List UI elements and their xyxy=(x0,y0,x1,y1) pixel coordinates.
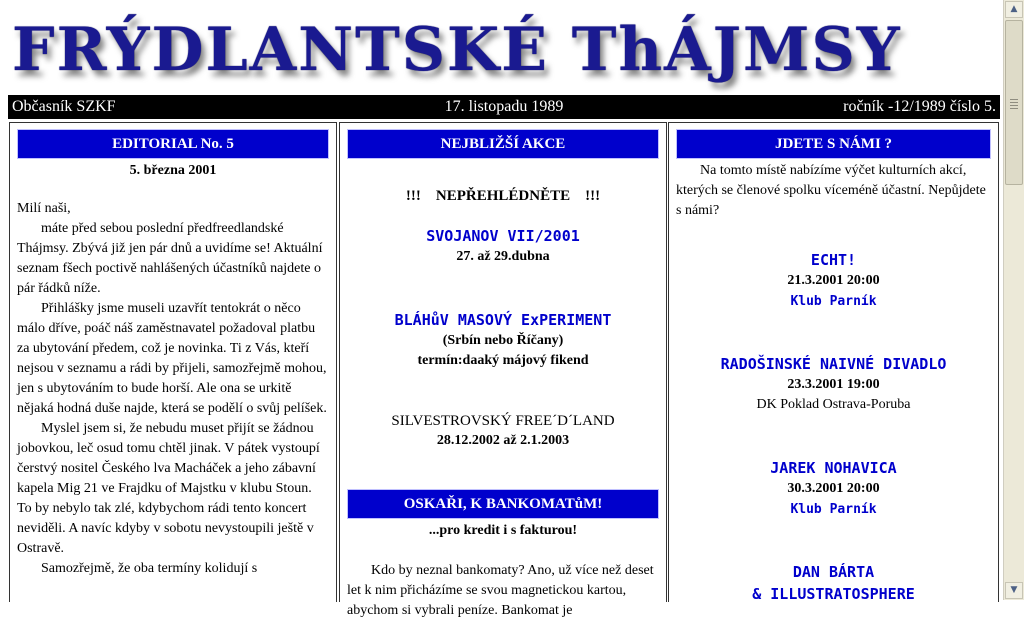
event-title[interactable]: ECHT! xyxy=(810,251,857,269)
notice-text: !!! NEPŘEHLÉDNĚTE !!! xyxy=(405,188,601,204)
event-title[interactable]: RADOŠINSKÉ NAIVNÉ DIVADLO xyxy=(720,355,947,373)
event-date: 23.3.2001 19:00 xyxy=(787,377,880,392)
bankomat-subtitle: ...pro kredit i s fakturou! xyxy=(428,523,578,538)
event-place: DK Poklad Ostrava-Poruba xyxy=(756,397,911,412)
masthead-title: FRÝDLANTSKÉ ThÁJMSY xyxy=(12,15,902,85)
event-title[interactable]: DAN BÁRTA xyxy=(792,563,875,581)
grip-line xyxy=(1010,99,1018,100)
grip-line xyxy=(1010,105,1018,106)
issue-number: ročník -12/1989 číslo 5. xyxy=(843,98,996,115)
scroll-thumb[interactable] xyxy=(1005,20,1023,185)
editorial-header: EDITORIAL No. 5 xyxy=(17,129,329,159)
event-date: 27. až 29.dubna xyxy=(456,249,550,264)
editorial-date: 5. března 2001 xyxy=(129,163,217,178)
cultural-events-header: JDETE S NÁMI ? xyxy=(676,129,991,159)
event-date: termín:daaký májový fikend xyxy=(417,353,589,368)
editorial-column xyxy=(9,122,337,602)
event-title[interactable]: BLÁHůV MASOVÝ ExPERIMENT xyxy=(394,311,612,329)
editorial-paragraph: Přihlášky jsme museli uzavřít tentokrát o něco málo dříve, poáč náš zaměstnavatel požadoval platbu za ubytování předem, což je novinka. Ti z Vás, kteří nejsou v seznamu a rádi by přijeli, samozřejmě mohou, jen s ubytováním to bude horší. Ale ona se urkitě nějaká hodná duše najde, která se podělí o svůj pelíšek. xyxy=(17,301,327,416)
bankomat-paragraph: Kdo by neznal bankomaty? Ano, už více než deset let k nim přicházíme se svou magnetickou kartou, abychom si vybrali peníze. Bankomat je xyxy=(347,563,654,618)
upcoming-events-column xyxy=(339,122,667,618)
event-place-link[interactable]: Klub Parník xyxy=(790,502,877,517)
cultural-events-column xyxy=(668,122,999,602)
grip-line xyxy=(1010,102,1018,103)
bankomat-header: OSKAŘI, K BANKOMATůM! xyxy=(347,489,659,519)
event-date: 21.3.2001 20:00 xyxy=(787,273,880,288)
issue-date: 17. listopadu 1989 xyxy=(444,98,564,115)
event-date: 30.3.2001 20:00 xyxy=(787,481,880,496)
event-title[interactable]: SVOJANOV VII/2001 xyxy=(426,227,580,245)
editorial-paragraph: máte před sebou poslední předfreedlandské Thájmsy. Zbývá již jen pár dnů a uvidíme se! Aktuální seznam fšech poctivě nahlášených účastníků najdete o pár řádků níže. xyxy=(17,221,323,296)
event-date: 28.12.2002 až 2.1.2003 xyxy=(436,433,570,448)
event-title: SILVESTROVSKÝ FREE´D´LAND xyxy=(391,413,615,429)
event-place-link[interactable]: Klub Parník xyxy=(790,294,877,309)
editorial-greeting: Milí naši, xyxy=(17,201,71,216)
vertical-scrollbar[interactable] xyxy=(1003,0,1024,600)
grip-line xyxy=(1010,108,1018,109)
scroll-up-icon[interactable]: ▲ xyxy=(1005,1,1023,18)
scroll-down-icon[interactable]: ▼ xyxy=(1005,582,1023,599)
cultural-intro: Na tomto místě nabízíme výčet kulturních akcí, kterých se členové spolku víceméně účastní. Nepůjdete s námi? xyxy=(676,163,986,218)
event-location: (Srbín nebo Říčany) xyxy=(442,333,564,348)
masthead-banner xyxy=(8,8,1000,94)
event-title-line2[interactable]: & ILLUSTRATOSPHERE xyxy=(752,585,915,603)
editorial-paragraph: Samozřejmě, že oba termíny kolidují s xyxy=(41,561,258,576)
editorial-paragraph: Myslel jsem si, že nebudu muset přijít se žádnou jobovkou, leč osud tomu chtěl jinak. V pátek vystoupí čerstvý nositel Českého lva Macháček a jeho zábavní kapela Mig 21 ve Frajdku of Majstku v klubu Stoun. To by nebylo tak zlé, kdybychom rádi tento koncert neviděli. A navíc kdyby v sobotu nevystoupili ještě v Ostravě. xyxy=(17,421,320,556)
info-bar xyxy=(8,95,1000,119)
event-title[interactable]: JAREK NOHAVICA xyxy=(770,459,897,477)
upcoming-events-header: NEJBLIŽŠÍ AKCE xyxy=(347,129,659,159)
publication-type: Občasník SZKF xyxy=(12,98,116,115)
